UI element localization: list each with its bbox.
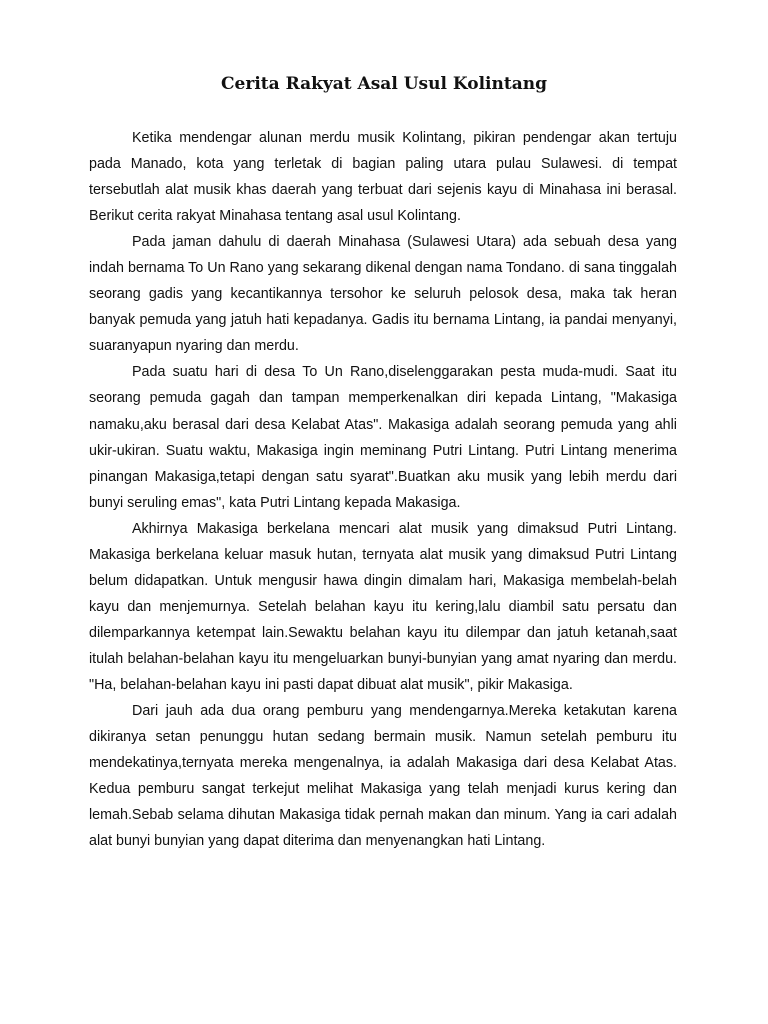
paragraph-1: Ketika mendengar alunan merdu musik Kolintang, pikiran pendengar akan tertuju pada Manado, kota yang terletak di bagian paling utara pulau Sulawesi. di tempat tersebutlah alat musik khas daerah yang terbuat dari sejenis kayu di Minahasa ini berasal. Berikut cerita rakyat Minahasa tentang asal usul Kolintang.: [89, 130, 677, 225]
document-body: [89, 125, 677, 854]
paragraph-4: Akhirnya Makasiga berkelana mencari alat musik yang dimaksud Putri Lintang. Makasiga berkelana keluar masuk hutan, ternyata alat musik yang dimaksud Putri Lintang belum didapatkan. Untuk mengusir hawa dingin dimalam hari, Makasiga membelah-belah kayu dan menjemurnya. Setelah belahan kayu itu kering,lalu diambil satu persatu dan dilemparkannya ketempat lain.Sewaktu belahan kayu itu dilempar dan jatuh ketanah,saat itulah belahan-belahan kayu itu mengeluarkan bunyi-bunyian yang amat nyaring dan merdu. "Ha, belahan-belahan kayu ini pasti dapat dibuat alat musik", pikir Makasiga.: [89, 520, 677, 693]
paragraph-5: Dari jauh ada dua orang pemburu yang mendengarnya.Mereka ketakutan karena dikiranya setan penunggu hutan sedang bermain musik. Namun setelah pemburu itu mendekatinya,ternyata mereka mengenalnya, ia adalah Makasiga dari desa Kelabat Atas. Kedua pemburu sangat terkejut melihat Makasiga yang telah menjadi kurus kering dan lemah.Sebab selama dihutan Makasiga tidak pernah makan dan minum. Yang ia cari adalah alat bunyi bunyian yang dapat diterima dan menyenangkan hati Lintang.: [89, 703, 677, 850]
document-title: Cerita Rakyat Asal Usul Kolintang: [221, 74, 547, 94]
paragraph-3: Pada suatu hari di desa To Un Rano,diselenggarakan pesta muda-mudi. Saat itu seorang pemuda gagah dan tampan memperkenalkan diri kepada Lintang, "Makasiga namaku,aku berasal dari desa Kelabat Atas". Makasiga adalah seorang pemuda yang ahli ukir-ukiran. Suatu waktu, Makasiga ingin meminang Putri Lintang. Putri Lintang menerima pinangan Makasiga,tetapi dengan satu syarat".Buatkan aku musik yang lebih merdu dari bunyi seruling emas", kata Putri Lintang kepada Makasiga.: [89, 364, 677, 511]
paragraph-2: Pada jaman dahulu di daerah Minahasa (Sulawesi Utara) ada sebuah desa yang indah bernama To Un Rano yang sekarang dikenal dengan nama Tondano. di sana tinggalah seorang gadis yang kecantikannya tersohor ke seluruh pelosok desa, maka tak heran banyak pemuda yang jatuh hati kepadanya. Gadis itu bernama Lintang, ia pandai menyanyi, suaranyapun nyaring dan merdu.: [89, 234, 677, 355]
